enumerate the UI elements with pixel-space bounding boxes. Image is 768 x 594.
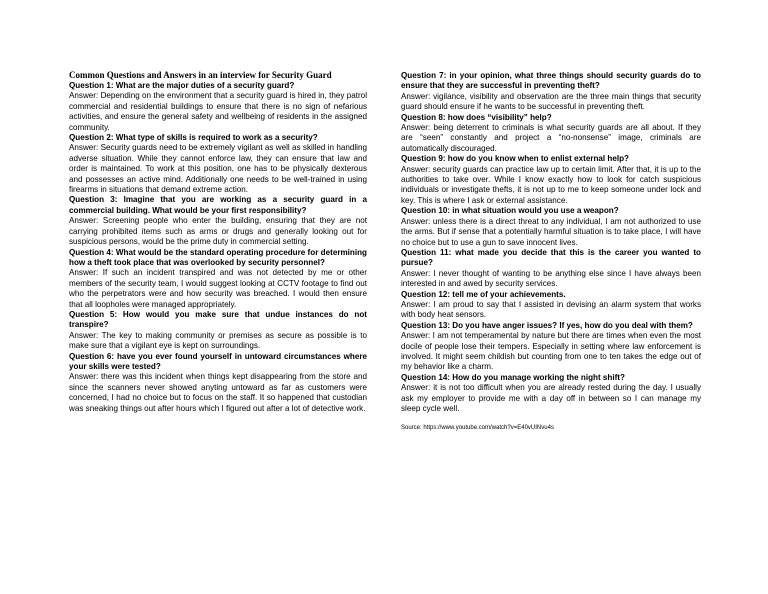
answer-12: Answer: I am proud to say that I assisted in devising an alarm system that works with body heat sensors. — [401, 299, 701, 320]
answer-9: Answer: security guards can practice law up to certain limit. After that, it is up to the authorities to take over. While I know exactly how to look for catch suspicious individuals or investigate thefts, it is not up to me to keep someone under lock and key. This is where I ask or external assistance. — [401, 164, 701, 205]
question-3: Question 3: Imagine that you are working as a security guard in a commercial building. What would be your first responsibility? — [69, 195, 367, 215]
question-1: Question 1: What are the major duties of a security guard? — [69, 81, 295, 90]
document-title: Common Questions and Answers in an interview for Security Guard — [69, 70, 332, 80]
question-9: Question 9: how do you know when to enlist external help? — [401, 154, 629, 164]
answer-11: Answer: I never thought of wanting to be anything else since I have always been interested in and awed by security services. — [401, 268, 701, 289]
answer-3: Answer: Screening people who enter the building, ensuring that they are not carrying prohibited items such as arms or drugs and generally looking out for suspicious persons, would be the prime duty in commercial setting. — [69, 216, 367, 247]
question-5: Question 5: How would you make sure that undue instances do not transpire? — [69, 309, 367, 330]
question-14: Question 14: How do you manage working the night shift? — [401, 372, 625, 382]
question-8: Question 8: how does “visibility” help? — [401, 112, 552, 122]
left-column — [69, 70, 367, 414]
answer-1: Answer: Depending on the environment that a security guard is hired in, they patrol commercial and residential buildings to ensure that there is no sign of nefarious activities, and ensure the general safety and wellbeing of residents in the assigned community. — [69, 91, 367, 132]
question-12: Question 12: tell me of your achievements. — [401, 289, 566, 299]
answer-13: Answer: I am not temperamental by nature but there are times when even the most docile of people lose their tempers. Especially in setting where law enforcement is involved. It might seem childish but counting from one to ten takes the edge out of my behavior like a charm. — [401, 331, 701, 372]
answer-10: Answer: unless there is a direct threat to any individual, I am not authorized to use the arms. But if sense that a potentially harmful situation is to take place, I will have no choice but to use a gun to save innocent lives. — [401, 216, 701, 247]
question-4: Question 4: What would be the standard operating procedure for determining how a theft took place that was overlooked by security personnel? — [69, 247, 367, 267]
source-note: Source: https://www.youtube.com/watch?v=E40vUINvu4s — [401, 425, 554, 432]
answer-4: Answer: If such an incident transpired and was not detected by me or other members of the security team, I would suggest looking at CCTV footage to find out who the perpetrators were and how security was breached. I would then ensure that all loopholes were managed appropriately. — [69, 268, 367, 309]
answer-8: Answer: being deterrent to criminals is what security guards are all about. If they are “seen” constantly and project a “no-nonsense” image, criminals are automatically discouraged. — [401, 123, 701, 153]
question-10: Question 10: in what situation would you use a weapon? — [401, 206, 619, 216]
question-6: Question 6: have you ever found yourself in untoward circumstances where your skills were tested? — [69, 351, 367, 371]
question-7: Question 7: in your opinion, what three things should security guards do to ensure that they are successful in preventing theft? — [401, 71, 701, 91]
question-2: Question 2: What type of skills is required to work as a security? — [69, 133, 318, 143]
question-11: Question 11: what made you decide that this is the career you wanted to pursue? — [401, 247, 701, 268]
answer-7: Answer: vigilance, visibility and observation are the three main things that security guard should ensure if he wants to be successful in preventing theft. — [401, 91, 701, 112]
answer-14: Answer: it is not too difficult when you are already rested during the day. I usually ask my employer to provide me with a day off in between so I can manage my sleep cycle well. — [401, 383, 701, 413]
question-13: Question 13: Do you have anger issues? If yes, how do you deal with them? — [401, 320, 693, 330]
answer-6: Answer: there was this incident when things kept disappearing from the store and since the scanners never showed anyting untoward as far as customers were concerned, I had no choice but to focus on the staff. It so happened that custodian was sneaking things out after hours which I figured out after a lot of detective work. — [69, 372, 367, 413]
answer-2: Answer: Security guards need to be extremely vigilant as well as skilled in handling adverse situation. While they cannot enforce law, they can ensure that law and order is maintained. To work at this position, one has to be physically dexterous and possesses an active mind. Additionally one needs to be well-trained in using firearms in situations that demand extreme action. — [69, 143, 367, 195]
answer-5: Answer: The key to making community or premises as secure as possible is to make sure that a vigilant eye is kept on surroundings. — [69, 330, 367, 351]
right-column — [401, 71, 701, 432]
